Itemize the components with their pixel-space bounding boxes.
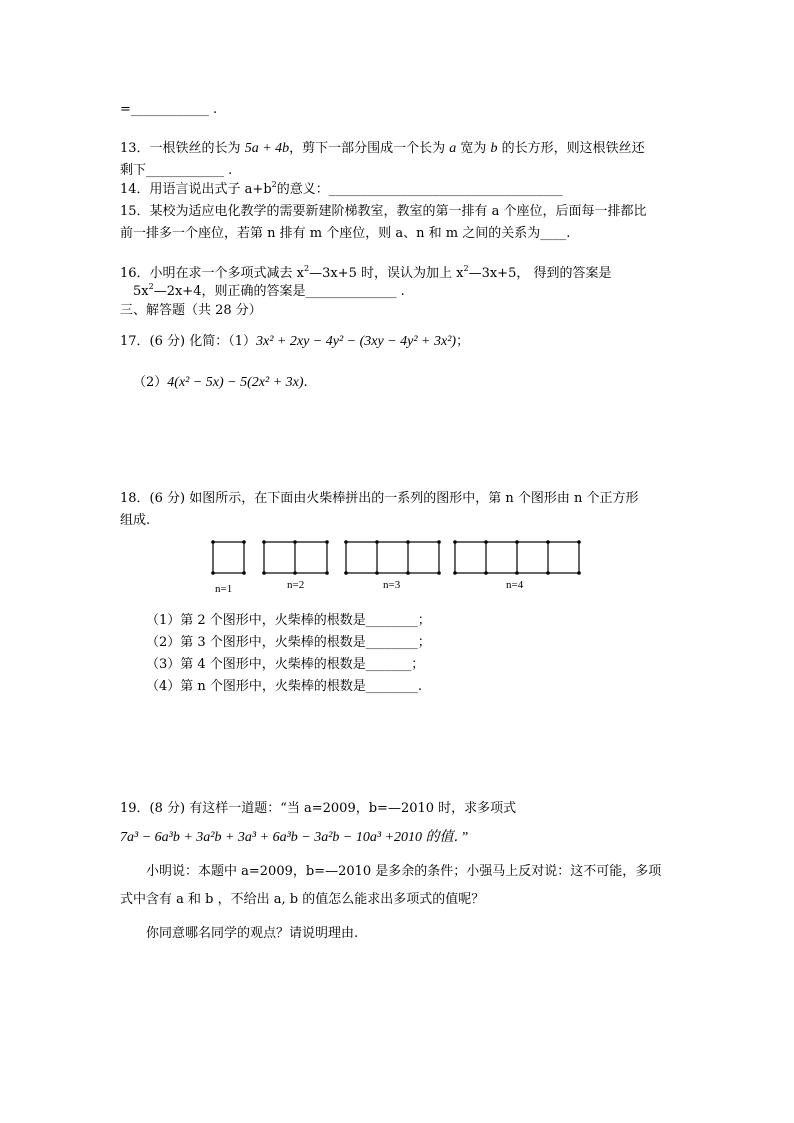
joint-dot <box>406 571 410 575</box>
q13-line2: 剩下____________ . <box>120 163 233 178</box>
figure-label-n4: n=4 <box>506 579 524 591</box>
q18-sub3: （3）第 4 个图形中，火柴棒的根数是_______； <box>146 657 425 672</box>
q14-before: 14．用语言说出式子 a+b <box>120 182 272 197</box>
joint-dot <box>577 540 581 544</box>
figure-label-n1: n=1 <box>215 583 233 595</box>
joint-dot <box>325 540 329 544</box>
q16-l2-b: —2x+4，则正确的答案是______________ . <box>153 284 405 299</box>
q14-sup: 2 <box>271 180 277 189</box>
q16-sup-1: 2 <box>304 264 310 273</box>
joint-dot <box>437 540 441 544</box>
joint-dot <box>293 571 297 575</box>
q13-line1 <box>120 140 645 158</box>
q18-sub4: （4）第 n 个图形中，火柴棒的根数是________. <box>146 679 423 694</box>
q14 <box>120 181 563 199</box>
joint-dot <box>453 540 457 544</box>
q16-line1 <box>120 265 611 283</box>
q17-expr2: 4(x² − 5x) − 5(2x² + 3x) <box>167 375 304 390</box>
q17-head: 17．(6 分) 化简：（1） <box>120 334 256 349</box>
matchstick-figure <box>205 536 590 598</box>
joint-dot <box>211 540 215 544</box>
joint-dot <box>546 540 550 544</box>
square-outline <box>346 542 439 573</box>
joint-dot <box>262 540 266 544</box>
q18-line2: 组成. <box>120 513 151 528</box>
figure-n1 <box>213 542 244 595</box>
q16-l1-a: 16．小明在求一个多项式减去 x <box>120 266 305 281</box>
joint-dot <box>375 540 379 544</box>
joint-dot <box>546 571 550 575</box>
figure-n4 <box>455 542 579 591</box>
q16-l1-b: —3x+5 时，误认为加上 x <box>309 266 464 281</box>
q19-line1: 19．(8 分) 有这样一道题：“当 a=2009，b=—2010 时，求多项式 <box>120 801 517 816</box>
joint-dot <box>437 571 441 575</box>
q13-var-a: a <box>449 141 457 156</box>
q17-dot: . <box>303 375 308 390</box>
match-joints <box>211 540 581 575</box>
joint-dot <box>484 571 488 575</box>
q19-polynomial: 7a³ − 6a³b + 3a²b + 3a³ + 6a³b − 3a²b − 10a³ +2010 的值．” <box>120 830 469 845</box>
joint-dot <box>211 571 215 575</box>
joint-dot <box>484 540 488 544</box>
square-outline <box>213 542 244 573</box>
q13-expr: 5a + 4b <box>244 141 290 156</box>
figure-label-n3: n=3 <box>383 579 401 591</box>
q18-line1: 18．(6 分) 如图所示，在下面由火柴棒拼出的一系列的图形中，第 n 个图形由 n 个正方形 <box>120 491 639 506</box>
q17-line1 <box>120 333 469 351</box>
q14-after: 的意义：____________________________________ <box>276 182 563 197</box>
q13-text-a: 13．一根铁丝的长为 <box>120 141 245 156</box>
q13-text-c: 宽为 <box>456 141 491 156</box>
joint-dot <box>344 571 348 575</box>
joint-dot <box>406 540 410 544</box>
q16-l1-c: —3x+5， 得到的答案是 <box>468 266 612 281</box>
q18-sub1: （1）第 2 个图形中，火柴棒的根数是________； <box>146 613 431 628</box>
q19-para2: 你同意哪名同学的观点？请说明理由. <box>146 926 359 941</box>
q17-expr1: 3x² + 2xy − 4y² − (3xy − 4y² + 3x²) <box>256 334 457 349</box>
q16-sup-2: 2 <box>463 264 469 273</box>
top-answer-blank: =____________ . <box>120 102 218 117</box>
q15-line2: 前一排多一个座位，若第 n 排有 m 个座位，则 a、n 和 m 之间的关系为____. <box>120 226 571 241</box>
joint-dot <box>344 540 348 544</box>
joint-dot <box>242 571 246 575</box>
figure-n3 <box>346 542 439 591</box>
joint-dot <box>515 571 519 575</box>
joint-dot <box>262 571 266 575</box>
joint-dot <box>325 571 329 575</box>
figure-label-n2: n=2 <box>287 579 305 591</box>
figure-n2 <box>264 542 327 591</box>
q17-semicolon: ； <box>456 334 470 349</box>
joint-dot <box>242 540 246 544</box>
q13-var-b: b <box>490 141 498 156</box>
joint-dot <box>515 540 519 544</box>
joint-dot <box>293 540 297 544</box>
q19-para1-line2: 式中含有 a 和 b ，不给出 a, b 的值怎么能求出多项式的值呢？ <box>120 892 485 907</box>
q17-line2 <box>133 374 308 392</box>
joint-dot <box>453 571 457 575</box>
joint-dot <box>577 571 581 575</box>
section-3-heading: 三、解答题（共 28 分） <box>120 303 262 318</box>
q15-line1: 15．某校为适应电化教学的需要新建阶梯教室，教室的第一排有 a 个座位，后面每一排都比 <box>120 204 647 219</box>
q19-para1-line1: 小明说：本题中 a=2009，b=—2010 是多余的条件；小强马上反对说：这不可能，多项 <box>146 864 662 879</box>
q16-line2 <box>133 283 405 301</box>
joint-dot <box>375 571 379 575</box>
q17-part2: （2） <box>133 375 168 390</box>
q16-l2-a: 5x <box>133 284 149 299</box>
q13-text-b: ，剪下一部分围成一个长为 <box>289 141 450 156</box>
q13-text-d: 的长方形，则这根铁丝还 <box>497 141 645 156</box>
q18-sub2: （2）第 3 个图形中，火柴棒的根数是________； <box>146 635 431 650</box>
q16-sup-3: 2 <box>148 282 154 291</box>
